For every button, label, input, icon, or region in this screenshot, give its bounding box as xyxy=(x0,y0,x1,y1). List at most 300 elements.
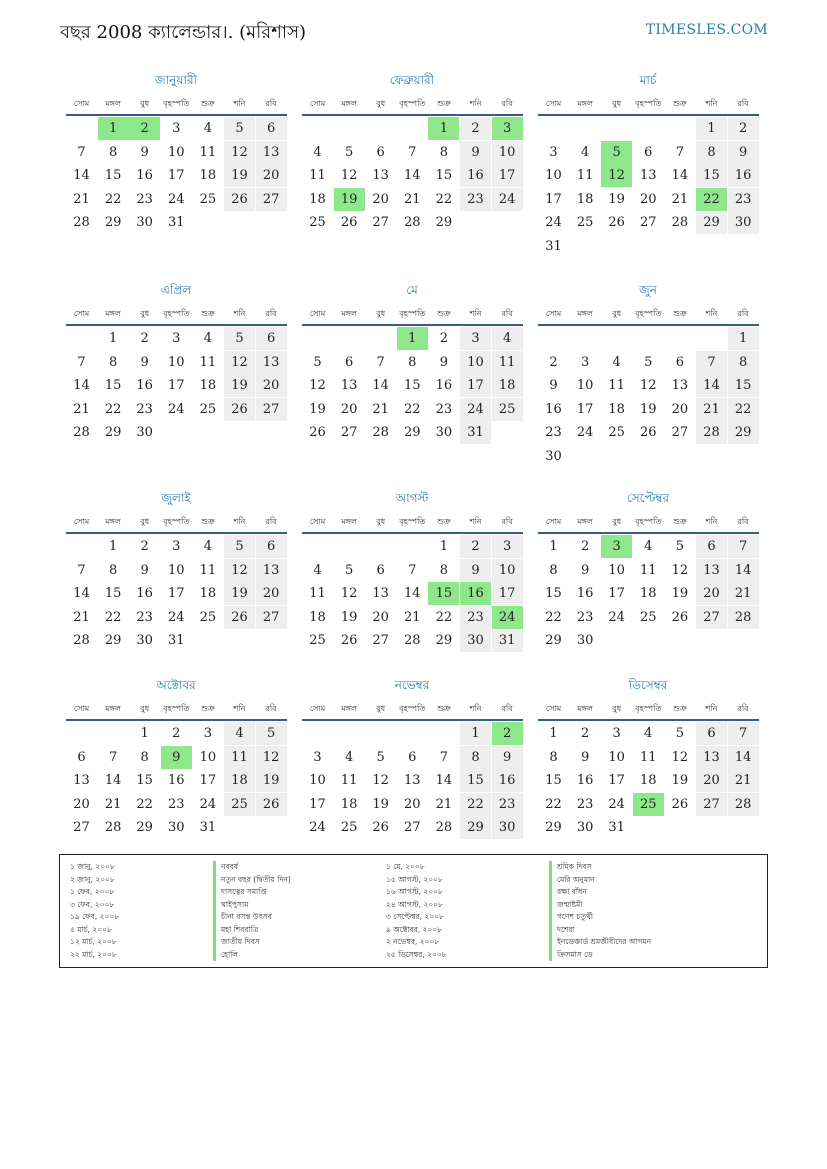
weekday-label: বৃহস্পতি xyxy=(163,99,190,108)
day-cell: 30 xyxy=(492,816,523,839)
month-title: ডিসেম্বর xyxy=(628,678,668,692)
day-cell: 17 xyxy=(492,164,523,187)
holiday-day-cell: 15 xyxy=(428,582,459,605)
day-cell: 28 xyxy=(728,793,759,816)
day-cell: 30 xyxy=(545,449,562,464)
day-cell: 7 xyxy=(408,562,417,578)
day-cell: 11 xyxy=(576,168,594,184)
day-cell: 4 xyxy=(313,144,322,160)
day-cell: 7 xyxy=(108,749,118,765)
day-cell: 21 xyxy=(73,609,90,625)
weekday-label: মঙ্গল xyxy=(577,99,593,108)
weekday-label: মঙ্গল xyxy=(105,309,121,318)
day-cell: 27 xyxy=(256,188,287,211)
day-cell: 8 xyxy=(108,354,118,370)
day-cell: 24 xyxy=(576,425,594,441)
month-header-rule xyxy=(538,532,759,534)
day-cell: 11 xyxy=(608,378,625,394)
legend-dates-column-2 xyxy=(386,861,447,961)
site-brand-link[interactable]: TIMESLES.COM xyxy=(645,22,768,38)
weekday-label: বুধ xyxy=(376,99,386,108)
day-cell: 20 xyxy=(73,796,90,812)
day-cell: 15 xyxy=(696,164,727,187)
weekday-label: সোম xyxy=(73,517,90,526)
day-cell: 20 xyxy=(372,191,389,207)
weekday-label: সোম xyxy=(545,517,562,526)
day-cell: 16 xyxy=(136,586,153,602)
month-title: অক্টোবর xyxy=(156,678,196,692)
day-cell: 7 xyxy=(77,144,86,160)
legend-date: ২ নভেম্বর, ২০০৮ xyxy=(386,937,440,946)
month-header-rule xyxy=(538,324,759,326)
day-cell: 4 xyxy=(580,144,590,160)
legend-holiday-name: চীনা বসন্ত উৎসব xyxy=(213,911,291,924)
day-cell: 6 xyxy=(376,562,385,578)
weekday-label: বুধ xyxy=(140,309,150,318)
day-cell: 20 xyxy=(256,582,287,605)
weekday-label: রবি xyxy=(265,309,277,318)
day-cell: 28 xyxy=(404,633,421,649)
day-cell: 6 xyxy=(696,722,727,745)
legend-date: ২৫ ডিসেম্বর, ২০০৮ xyxy=(386,949,447,959)
day-cell: 9 xyxy=(580,749,590,765)
weekday-label: বৃহস্পতি xyxy=(163,704,190,713)
day-cell: 12 xyxy=(224,141,255,164)
day-cell: 30 xyxy=(576,633,594,649)
weekday-label: বৃহস্পতি xyxy=(635,309,662,318)
weekday-label: বৃহস্পতি xyxy=(635,517,662,526)
day-cell: 28 xyxy=(73,215,90,231)
weekday-label: শুক্র xyxy=(201,99,215,108)
day-cell: 8 xyxy=(439,562,449,578)
day-cell: 13 xyxy=(404,773,421,789)
day-cell: 1 xyxy=(108,331,118,346)
day-cell: 5 xyxy=(376,749,385,765)
day-cell: 20 xyxy=(256,374,287,397)
day-cell: 30 xyxy=(136,425,153,441)
month-title: মে xyxy=(406,283,418,297)
day-cell: 5 xyxy=(256,722,287,745)
weekday-label: মঙ্গল xyxy=(105,99,121,108)
day-cell: 7 xyxy=(408,144,417,160)
day-cell: 16 xyxy=(545,401,562,417)
weekday-label: রবি xyxy=(737,309,749,318)
day-cell: 20 xyxy=(696,582,727,605)
day-cell: 21 xyxy=(73,401,90,417)
day-cell: 22 xyxy=(104,609,122,625)
day-cell: 28 xyxy=(696,421,727,444)
weekday-label: শনি xyxy=(705,99,718,108)
weekday-label: শুক্র xyxy=(437,99,451,108)
page-title: বছর 2008 ক্যালেন্ডার।. (মরিশাস) xyxy=(60,22,306,43)
weekday-label: শনি xyxy=(233,309,246,318)
weekday-label: মঙ্গল xyxy=(577,704,593,713)
weekday-label: রবি xyxy=(501,704,513,713)
weekday-label: সোম xyxy=(73,99,90,108)
day-cell: 2 xyxy=(580,539,590,554)
day-cell: 15 xyxy=(435,168,453,184)
day-cell: 13 xyxy=(372,586,389,602)
day-cell: 12 xyxy=(340,586,358,602)
weekday-label: মঙ্গল xyxy=(577,309,593,318)
day-cell: 17 xyxy=(492,582,523,605)
month-title: জুন xyxy=(639,283,657,297)
weekday-label: শুক্র xyxy=(201,517,215,526)
day-cell: 2 xyxy=(140,331,149,346)
holiday-day-cell: 9 xyxy=(161,746,192,769)
day-cell: 5 xyxy=(344,562,354,578)
day-cell: 2 xyxy=(728,117,759,140)
day-cell: 22 xyxy=(545,609,562,625)
day-cell: 15 xyxy=(728,374,759,397)
day-cell: 5 xyxy=(344,144,354,160)
day-cell: 31 xyxy=(199,820,217,836)
day-cell: 25 xyxy=(199,191,217,207)
day-cell: 10 xyxy=(545,168,562,184)
day-cell: 29 xyxy=(545,820,562,836)
day-cell: 28 xyxy=(372,425,389,441)
day-cell: 14 xyxy=(73,378,90,394)
day-cell: 12 xyxy=(340,168,358,184)
day-cell: 6 xyxy=(344,354,354,370)
month-title: আগস্ট xyxy=(395,491,429,505)
day-cell: 12 xyxy=(671,749,689,765)
legend-date: ২ জানু, ২০০৮ xyxy=(70,874,115,884)
day-cell: 18 xyxy=(199,378,217,394)
day-cell: 22 xyxy=(435,191,453,207)
holiday-day-cell: 1 xyxy=(98,117,129,140)
day-cell: 16 xyxy=(168,773,185,789)
weekday-label: সোম xyxy=(309,99,326,108)
day-cell: 26 xyxy=(372,820,389,836)
weekday-label: শনি xyxy=(705,517,718,526)
day-cell: 10 xyxy=(199,749,217,765)
holiday-day-cell: 3 xyxy=(601,535,632,558)
day-cell: 22 xyxy=(136,796,153,812)
day-cell: 8 xyxy=(439,144,449,160)
day-cell: 28 xyxy=(671,215,689,231)
weekday-label: বুধ xyxy=(140,517,150,526)
day-cell: 14 xyxy=(728,559,759,582)
legend-holiday-name: নতুন বছর (দ্বিতীয় দিন) xyxy=(213,874,291,887)
day-cell: 11 xyxy=(199,354,217,370)
day-cell: 8 xyxy=(696,141,727,164)
day-cell: 14 xyxy=(671,168,689,184)
day-cell: 30 xyxy=(460,629,491,652)
day-cell: 30 xyxy=(728,211,759,234)
day-cell: 13 xyxy=(671,378,689,394)
day-cell: 9 xyxy=(140,144,149,160)
weekday-label: শুক্র xyxy=(673,704,687,713)
day-cell: 28 xyxy=(404,215,421,231)
day-cell: 12 xyxy=(224,559,255,582)
legend-holiday-name: ইনডেঞ্চার্ড শ্রমজীবীদের আগমন xyxy=(549,936,651,949)
day-cell: 9 xyxy=(140,354,149,370)
legend-date: ২৪ আগস্ট, ২০০৮ xyxy=(386,899,443,909)
day-cell: 4 xyxy=(203,121,213,136)
weekday-label: বৃহস্পতি xyxy=(399,517,426,526)
day-cell: 10 xyxy=(492,559,523,582)
day-cell: 16 xyxy=(435,378,453,394)
weekday-label: সোম xyxy=(545,309,562,318)
weekday-label: বুধ xyxy=(376,517,386,526)
legend-holiday-name: নববর্ষ xyxy=(213,861,291,874)
day-cell: 27 xyxy=(256,606,287,629)
day-cell: 19 xyxy=(256,769,287,792)
day-cell: 17 xyxy=(168,586,185,602)
day-cell: 1 xyxy=(140,726,149,741)
day-cell: 21 xyxy=(728,769,759,792)
day-cell: 11 xyxy=(640,562,657,578)
day-cell: 14 xyxy=(728,746,759,769)
holiday-day-cell: 22 xyxy=(696,188,727,211)
day-cell: 19 xyxy=(340,609,358,625)
weekday-label: শনি xyxy=(469,309,482,318)
day-cell: 27 xyxy=(256,398,287,421)
day-cell: 18 xyxy=(224,769,255,792)
weekday-label: সোম xyxy=(73,704,90,713)
day-cell: 5 xyxy=(644,354,653,370)
day-cell: 16 xyxy=(728,164,759,187)
month-header-rule xyxy=(66,719,287,721)
day-cell: 25 xyxy=(340,820,358,836)
month-title: ফেব্রুয়ারী xyxy=(389,73,435,87)
weekday-label: বুধ xyxy=(376,309,386,318)
day-cell: 5 xyxy=(675,726,685,741)
legend-names-column-2 xyxy=(549,861,651,961)
day-cell: 6 xyxy=(376,144,385,160)
day-cell: 11 xyxy=(309,168,326,184)
day-cell: 5 xyxy=(313,354,322,370)
day-cell: 29 xyxy=(136,820,153,836)
day-cell: 3 xyxy=(313,749,322,765)
day-cell: 27 xyxy=(372,633,389,649)
day-cell: 18 xyxy=(640,773,657,789)
day-cell: 17 xyxy=(576,401,594,417)
day-cell: 10 xyxy=(168,144,185,160)
day-cell: 24 xyxy=(199,796,217,812)
day-cell: 6 xyxy=(408,749,417,765)
day-cell: 9 xyxy=(439,354,449,370)
day-cell: 3 xyxy=(549,144,558,160)
day-cell: 5 xyxy=(224,327,255,350)
day-cell: 6 xyxy=(256,535,287,558)
day-cell: 24 xyxy=(608,796,625,812)
day-cell: 12 xyxy=(224,351,255,374)
day-cell: 27 xyxy=(640,215,657,231)
day-cell: 19 xyxy=(608,191,625,207)
day-cell: 23 xyxy=(435,401,453,417)
day-cell: 12 xyxy=(372,773,389,789)
day-cell: 4 xyxy=(492,327,523,350)
weekday-label: রবি xyxy=(265,517,277,526)
holiday-day-cell: 2 xyxy=(492,722,523,745)
weekday-label: শুক্র xyxy=(437,704,451,713)
day-cell: 13 xyxy=(256,141,287,164)
day-cell: 11 xyxy=(199,562,217,578)
day-cell: 14 xyxy=(73,586,90,602)
day-cell: 2 xyxy=(580,726,590,741)
legend-date: ১৯ ফেব, ২০০৮ xyxy=(70,912,120,921)
day-cell: 17 xyxy=(545,191,562,207)
month-title: সেপ্টেম্বর xyxy=(626,491,670,505)
weekday-label: মঙ্গল xyxy=(341,704,357,713)
weekday-label: বুধ xyxy=(612,99,622,108)
day-cell: 19 xyxy=(224,582,255,605)
day-cell: 4 xyxy=(612,354,621,370)
day-cell: 14 xyxy=(73,168,90,184)
day-cell: 14 xyxy=(435,773,453,789)
day-cell: 16 xyxy=(136,378,153,394)
day-cell: 24 xyxy=(309,820,326,836)
day-cell: 27 xyxy=(73,820,90,836)
day-cell: 3 xyxy=(580,354,590,370)
holiday-day-cell: 25 xyxy=(633,793,664,816)
day-cell: 26 xyxy=(608,215,625,231)
day-cell: 27 xyxy=(671,425,689,441)
weekday-label: বৃহস্পতি xyxy=(635,99,662,108)
weekday-label: মঙ্গল xyxy=(105,704,121,713)
day-cell: 23 xyxy=(136,401,153,417)
legend-holiday-name: মেরি অনুমান xyxy=(549,874,651,887)
day-cell: 29 xyxy=(104,425,122,441)
day-cell: 31 xyxy=(608,820,625,836)
day-cell: 7 xyxy=(439,749,449,765)
day-cell: 2 xyxy=(172,726,181,741)
weekday-label: রবি xyxy=(737,517,749,526)
day-cell: 23 xyxy=(492,793,523,816)
legend-holiday-name: ক্রিসমাস ডে xyxy=(549,949,651,962)
day-cell: 29 xyxy=(104,215,122,231)
day-cell: 15 xyxy=(136,773,153,789)
day-cell: 11 xyxy=(492,351,523,374)
holiday-day-cell: 16 xyxy=(460,582,491,605)
day-cell: 18 xyxy=(576,191,594,207)
day-cell: 31 xyxy=(168,633,185,649)
day-cell: 10 xyxy=(576,378,594,394)
weekday-label: শুক্র xyxy=(673,517,687,526)
day-cell: 19 xyxy=(372,796,389,812)
legend-date: ২২ মার্চ, ২০০৮ xyxy=(70,949,117,959)
weekday-label: বুধ xyxy=(612,704,622,713)
day-cell: 11 xyxy=(640,749,657,765)
day-cell: 16 xyxy=(576,586,594,602)
day-cell: 20 xyxy=(404,796,421,812)
day-cell: 7 xyxy=(77,354,86,370)
day-cell: 26 xyxy=(640,425,657,441)
weekday-label: সোম xyxy=(309,704,326,713)
month-title: মার্চ xyxy=(639,73,657,87)
day-cell: 3 xyxy=(172,121,181,136)
day-cell: 21 xyxy=(404,609,421,625)
day-cell: 22 xyxy=(435,609,453,625)
day-cell: 12 xyxy=(309,378,326,394)
day-cell: 1 xyxy=(549,726,558,741)
weekday-label: বৃহস্পতি xyxy=(635,704,662,713)
day-cell: 13 xyxy=(372,168,389,184)
day-cell: 5 xyxy=(224,117,255,140)
day-cell: 11 xyxy=(340,773,358,789)
day-cell: 3 xyxy=(203,726,213,741)
legend-date: ১৫ আগস্ট, ২০০৮ xyxy=(386,874,443,884)
day-cell: 25 xyxy=(492,398,523,421)
day-cell: 18 xyxy=(309,609,326,625)
weekday-label: বুধ xyxy=(376,704,386,713)
day-cell: 22 xyxy=(545,796,562,812)
legend-holiday-name: মহা শিবরাত্রি xyxy=(213,924,291,937)
day-cell: 11 xyxy=(199,144,217,160)
day-cell: 18 xyxy=(199,586,217,602)
day-cell: 7 xyxy=(696,351,727,374)
legend-holiday-name: থাইপুসাম xyxy=(213,899,291,912)
day-cell: 7 xyxy=(376,354,385,370)
day-cell: 13 xyxy=(340,378,358,394)
month-header-rule xyxy=(538,114,759,116)
day-cell: 9 xyxy=(460,141,491,164)
day-cell: 15 xyxy=(104,168,122,184)
month-title: জানুয়ারী xyxy=(155,73,197,87)
day-cell: 26 xyxy=(671,609,689,625)
day-cell: 9 xyxy=(580,562,590,578)
weekday-label: বৃহস্পতি xyxy=(399,99,426,108)
day-cell: 13 xyxy=(256,351,287,374)
day-cell: 27 xyxy=(372,215,389,231)
day-cell: 18 xyxy=(309,191,326,207)
day-cell: 26 xyxy=(309,425,326,441)
day-cell: 31 xyxy=(168,215,185,231)
weekday-label: সোম xyxy=(309,517,326,526)
day-cell: 19 xyxy=(224,164,255,187)
weekday-label: সোম xyxy=(73,309,90,318)
holiday-day-cell: 5 xyxy=(601,141,632,164)
day-cell: 25 xyxy=(199,401,217,417)
day-cell: 31 xyxy=(545,239,562,254)
day-cell: 26 xyxy=(340,633,358,649)
month-header-rule xyxy=(66,324,287,326)
legend-date: ৩ ফেব, ২০০৮ xyxy=(70,899,115,909)
day-cell: 10 xyxy=(460,351,491,374)
day-cell: 15 xyxy=(104,586,122,602)
weekday-label: রবি xyxy=(501,99,513,108)
day-cell: 17 xyxy=(168,168,185,184)
holiday-day-cell: 2 xyxy=(129,117,160,140)
day-cell: 19 xyxy=(640,401,657,417)
day-cell: 9 xyxy=(140,562,149,578)
day-cell: 3 xyxy=(612,726,621,741)
legend-date: ৯ অক্টোবর, ২০০৮ xyxy=(386,924,443,934)
day-cell: 31 xyxy=(460,421,491,444)
day-cell: 29 xyxy=(404,425,421,441)
weekday-label: শনি xyxy=(233,517,246,526)
day-cell: 1 xyxy=(108,539,118,554)
day-cell: 21 xyxy=(671,191,689,207)
day-cell: 29 xyxy=(696,211,727,234)
day-cell: 12 xyxy=(671,562,689,578)
day-cell: 8 xyxy=(408,354,417,370)
weekday-label: রবি xyxy=(501,309,513,318)
month-title: এপ্রিল xyxy=(160,283,192,297)
day-cell: 31 xyxy=(492,629,523,652)
day-cell: 8 xyxy=(140,749,149,765)
day-cell: 20 xyxy=(340,401,358,417)
day-cell: 28 xyxy=(728,606,759,629)
day-cell: 8 xyxy=(108,144,118,160)
legend-names-column-1 xyxy=(213,861,291,961)
weekday-label: রবি xyxy=(265,99,277,108)
day-cell: 2 xyxy=(140,539,149,554)
day-cell: 21 xyxy=(372,401,389,417)
day-cell: 2 xyxy=(549,354,558,370)
